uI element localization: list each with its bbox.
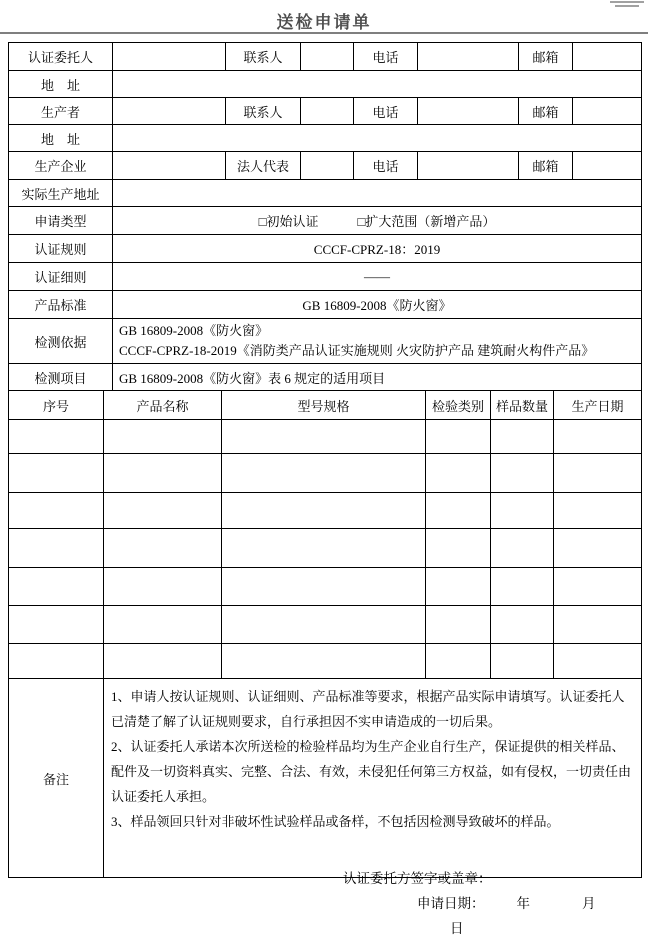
page-title: 送检申请单 — [276, 13, 372, 32]
test-category-input[interactable] — [426, 454, 491, 493]
production-date-input[interactable] — [554, 529, 642, 568]
product-row — [9, 420, 642, 454]
production-date-input[interactable] — [554, 606, 642, 644]
test-basis-value — [113, 319, 642, 364]
test-category-input[interactable] — [426, 529, 491, 568]
application-type-label: 申请类型 — [9, 207, 113, 235]
sample-qty-input[interactable] — [491, 644, 554, 679]
contact-input[interactable] — [301, 98, 354, 125]
sample-qty-input[interactable] — [491, 529, 554, 568]
product-name-input[interactable] — [104, 454, 222, 493]
product-name-input[interactable] — [104, 644, 222, 679]
test-category-input[interactable] — [426, 420, 491, 454]
phone-label: 电话 — [354, 98, 418, 125]
applicant-address-row — [9, 71, 642, 98]
producer-input[interactable] — [113, 98, 226, 125]
email-label: 邮箱 — [519, 43, 573, 71]
serial-input[interactable] — [9, 644, 104, 679]
serial-input[interactable] — [9, 606, 104, 644]
contact-input[interactable] — [301, 43, 354, 71]
production-date-input[interactable] — [554, 568, 642, 606]
application-date-line — [417, 891, 633, 941]
col-header-test-category: 检验类别 — [426, 391, 491, 420]
product-row — [9, 454, 642, 493]
test-category-input[interactable] — [426, 644, 491, 679]
applicant-label: 认证委托人 — [9, 43, 113, 71]
sample-qty-input[interactable] — [491, 568, 554, 606]
test-category-input[interactable] — [426, 606, 491, 644]
email-input[interactable] — [573, 98, 642, 125]
sample-qty-input[interactable] — [491, 454, 554, 493]
phone-input[interactable] — [418, 43, 519, 71]
test-category-input[interactable] — [426, 493, 491, 529]
application-type-row — [9, 207, 642, 235]
address-input[interactable] — [113, 71, 642, 98]
sample-qty-input[interactable] — [491, 420, 554, 454]
phone-label: 电话 — [354, 43, 418, 71]
remark-item-2: 2、认证委托人承诺本次所送检的检验样品均为生产企业自行生产，保证提供的相关样品、配件及一切资料真实、完整、合法、有效，未侵犯任何第三方权益，如有侵权，一切责任由认证委托人承担。 — [111, 739, 632, 804]
model-spec-input[interactable] — [222, 529, 426, 568]
serial-input[interactable] — [9, 454, 104, 493]
model-spec-input[interactable] — [222, 420, 426, 454]
address-label: 地 址 — [9, 71, 113, 98]
actual-address-label: 实际生产地址 — [9, 180, 113, 207]
phone-input[interactable] — [418, 152, 519, 180]
product-row — [9, 606, 642, 644]
col-header-model-spec: 型号规格 — [222, 391, 426, 420]
form-table — [8, 42, 642, 936]
corner-stamp-fragment — [610, 1, 644, 8]
col-header-serial: 序号 — [9, 391, 104, 420]
model-spec-input[interactable] — [222, 568, 426, 606]
date-label: 申请日期： — [417, 896, 485, 911]
model-spec-input[interactable] — [222, 454, 426, 493]
legal-rep-label: 法人代表 — [226, 152, 301, 180]
test-basis-row — [9, 319, 642, 364]
serial-input[interactable] — [9, 493, 104, 529]
test-basis-line1: GB 16809-2008《防火窗》 — [119, 323, 269, 338]
email-label: 邮箱 — [519, 152, 573, 180]
contact-label: 联系人 — [226, 98, 301, 125]
sample-qty-input[interactable] — [491, 493, 554, 529]
test-items-value: GB 16809-2008《防火窗》表 6 规定的适用项目 — [113, 364, 642, 391]
contact-label: 联系人 — [226, 43, 301, 71]
remark-item-1: 1、申请人按认证规则、认证细则、产品标准等要求，根据产品实际申请填写。认证委托人已清楚了解了认证规则要求，自行承担因不实申请造成的一切后果。 — [111, 689, 625, 729]
actual-address-input[interactable] — [113, 180, 642, 207]
product-name-input[interactable] — [104, 493, 222, 529]
model-spec-input[interactable] — [222, 493, 426, 529]
product-name-input[interactable] — [104, 529, 222, 568]
applicant-input[interactable] — [113, 43, 226, 71]
production-date-input[interactable] — [554, 454, 642, 493]
test-basis-label: 检测依据 — [9, 319, 113, 364]
producer-label: 生产者 — [9, 98, 113, 125]
legal-rep-input[interactable] — [301, 152, 354, 180]
remarks-label: 备注 — [9, 679, 104, 878]
cert-detail-label: 认证细则 — [9, 263, 113, 291]
test-items-label: 检测项目 — [9, 364, 113, 391]
product-row — [9, 493, 642, 529]
remark-item-3: 3、样品领回只针对非破坏性试验样品或备样，不包括因检测导致破坏的样品。 — [111, 814, 560, 829]
cert-detail-value: —— — [113, 263, 642, 291]
applicant-row — [9, 43, 642, 71]
product-standard-row — [9, 291, 642, 319]
phone-input[interactable] — [418, 98, 519, 125]
address-label: 地 址 — [9, 125, 113, 152]
product-row — [9, 644, 642, 679]
day-label: 日 — [450, 921, 464, 936]
model-spec-input[interactable] — [222, 644, 426, 679]
cert-rule-label: 认证规则 — [9, 235, 113, 263]
sample-qty-input[interactable] — [491, 606, 554, 644]
model-spec-input[interactable] — [222, 606, 426, 644]
production-date-input[interactable] — [554, 644, 642, 679]
product-name-input[interactable] — [104, 420, 222, 454]
product-name-input[interactable] — [104, 568, 222, 606]
test-basis-line2: CCCF-CPRZ-18-2019《消防类产品认证实施规则 火灾防护产品 建筑耐火构件产品》 — [119, 343, 595, 358]
col-header-product-name: 产品名称 — [104, 391, 222, 420]
cert-rule-row — [9, 235, 642, 263]
actual-address-row — [9, 180, 642, 207]
manufacturer-input[interactable] — [113, 152, 226, 180]
remarks-content — [104, 679, 642, 936]
producer-address-row — [9, 125, 642, 152]
production-date-input[interactable] — [554, 420, 642, 454]
remarks-row — [9, 679, 642, 936]
manufacturer-label: 生产企业 — [9, 152, 113, 180]
serial-input[interactable] — [9, 568, 104, 606]
product-row — [9, 529, 642, 568]
product-row — [9, 568, 642, 606]
serial-input[interactable] — [9, 529, 104, 568]
signature-label: 认证委托方签字或盖章： — [343, 871, 492, 886]
email-label: 邮箱 — [519, 98, 573, 125]
col-header-production-date: 生产日期 — [554, 391, 642, 420]
month-label: 月 — [582, 896, 596, 911]
test-items-row — [9, 364, 642, 391]
product-header-row — [9, 391, 642, 420]
cert-rule-value: CCCF-CPRZ-18：2019 — [113, 235, 642, 263]
application-type-options[interactable]: □初始认证 □扩大范围（新增产品） — [113, 207, 642, 235]
email-input[interactable] — [573, 152, 642, 180]
address-input[interactable] — [113, 125, 642, 152]
cert-detail-row — [9, 263, 642, 291]
product-standard-value: GB 16809-2008《防火窗》 — [113, 291, 642, 319]
title-divider — [0, 32, 648, 34]
product-name-input[interactable] — [104, 606, 222, 644]
email-input[interactable] — [573, 43, 642, 71]
manufacturer-row — [9, 152, 642, 180]
year-label: 年 — [516, 896, 530, 911]
producer-row — [9, 98, 642, 125]
production-date-input[interactable] — [554, 493, 642, 529]
col-header-sample-qty: 样品数量 — [491, 391, 554, 420]
product-standard-label: 产品标准 — [9, 291, 113, 319]
serial-input[interactable] — [9, 420, 104, 454]
test-category-input[interactable] — [426, 568, 491, 606]
phone-label: 电话 — [354, 152, 418, 180]
